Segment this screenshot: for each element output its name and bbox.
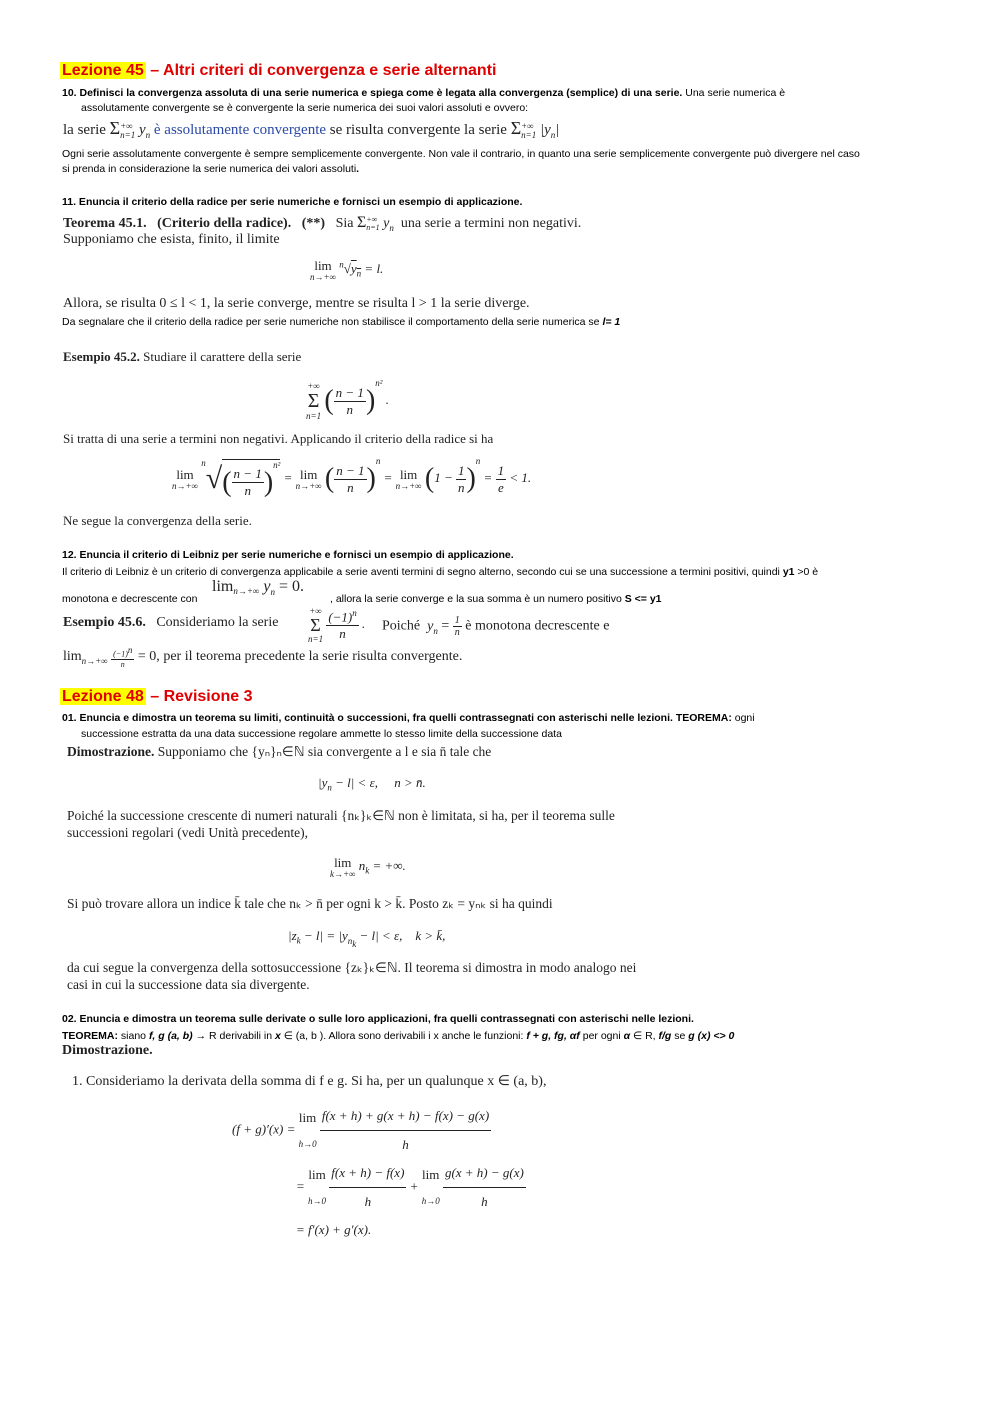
q11-example-limit: lim n→+∞ $^n$√( $\frac{n - 1}{n}$ )$^{n^2}$ = lim n→+∞ ( $\frac{n - 1}{n}$ )$^n$ = lim n→+∞ (1 − $\frac{1}{n}$ )$^n$ = $\frac{1}{e}$ < 1. [172,456,532,499]
q10-para-line1: Ogni serie assolutamente convergente è sempre semplicemente convergente. Non vale il contrario, in quanto una serie semplicemente convergente può divergere nel caso [62,148,860,160]
q01-proof-line5: da cui segue la convergenza della sottosuccessione {zₖ}ₖ∈ℕ. Il teorema si dimostra in modo analogo nei [67,960,637,975]
lesson-48-heading [60,688,253,706]
q12-example-cont: Poiché $y_n$ = $\frac{1}{n}$ è monotona decrescente e [382,615,610,638]
q11-theorem-line2: Supponiamo che esista, finito, il limite [63,232,280,247]
q12-line2: monotona e decrescente con [62,593,198,605]
q11-theorem-conclusion: Allora, se risulta 0 ≤ l < 1, la serie converge, mentre se risulta l > 1 la serie diverge. [63,296,530,311]
q02-question: 02. Enuncia e dimostra un teorema sulle derivate o sulle loro applicazioni, fra quelli contrassegnati con asterischi nelle lezioni. [62,1013,694,1025]
q12-example-line2: $\lim_{n\to+\infty}$ $\frac{(-1)^n}{n}$ = 0, per il teorema precedente la serie risulta convergente. [63,645,463,669]
q02-proof-item: 1. Consideriamo la derivata della somma di f e g. Si ha, per un qualunque x ∈ (a, b), [72,1074,547,1089]
lesson-number: Lezione 45 [62,62,144,79]
q01-proof-formula3: $|z_k - l| = |y_{n_k} - l| < \varepsilon$, k > k̄, [288,928,446,949]
q11-example-line2: Si tratta di una serie a termini non negativi. Applicando il criterio della radice si ha [63,431,494,446]
lesson-45-heading [60,62,496,80]
q11-example-series: +∞ Σ n=1 ( $\frac{n - 1}{n}$ )$^{n^2}$ . [306,378,389,422]
q02-proof-derivation: (f + g)′(x) = lim h→0 $\frac{f(x + h) + g(x + h) - f(x) - g(x)}{h}$ = lim h→0 $\frac{f(x + h) - f(x)}{h}$ + lim h→0 $\frac{g(x + h) - g(x)}{h}$ = f′(x) + g′(x). [232,1102,526,1244]
q01-proof-line3: successioni regolari (vedi Unità precedente), [67,825,309,840]
q11-question: 11. Enuncia il criterio della radice per serie numeriche e fornisci un esempio di applicazione. [62,196,523,208]
q01-proof-formula1: $|y_n - l| < \varepsilon$, n > n̄. [318,775,426,793]
lesson-number: Lezione 48 [62,688,144,705]
q11-limit-formula: lim n→+∞ $^n√y_n = l$. [310,258,384,282]
lesson-title: – Altri criteri di convergenza e serie alternanti [145,62,497,79]
q01-proof-line2: Poiché la successione crescente di numeri naturali {nₖ}ₖ∈ℕ non è limitata, si ha, per il teorema sulle [67,808,615,823]
q02-proof-label: Dimostrazione. [62,1043,153,1058]
q01-proof-line4: Si può trovare allora un indice k̄ tale che nₖ > n̄ per ogni k > k̄. Posto zₖ = yₙₖ si ha quindi [67,896,553,911]
q01-question: 01. Enuncia e dimostra un teorema su limiti, continuità o successioni, fra quelli contrassegnati con asterischi nelle lezioni. TEOREMA: ogni [62,712,755,724]
q01-proof-line1: Dimostrazione. Supponiamo che {yₙ}ₙ∈ℕ sia convergente a l e sia n̄ tale che [67,744,492,759]
q12-line1: Il criterio di Leibniz è un criterio di convergenza applicabile a serie aventi termini di segno alterno, secondo cui se una successione a termini positivi, quindi y1 >0 è [62,566,819,578]
q12-line2-rest: , allora la serie converge e la sua somma è un numero positivo S <= y1 [330,593,662,605]
q12-example-series: +∞ Σ n=1 $\frac{(-1)^n}{n}$ . [308,606,366,644]
q10-answer-line2: assolutamente convergente se è convergente la serie numerica dei suoi valori assoluti e ovvero: [81,102,529,114]
q12-question: 12. Enuncia il criterio di Leibniz per serie numeriche e fornisci un esempio di applicazione. [62,549,514,561]
q10-question: 10. Definisci la convergenza assoluta di una serie numerica e spiega come è legata alla convergenza (semplice) di una serie. Una serie numerica è [62,87,786,99]
q01-proof-line6: casi in cui la successione data sia divergente. [67,977,310,992]
lesson-title: – Revisione 3 [145,688,253,705]
q11-example-conclusion: Ne segue la convergenza della serie. [63,513,252,528]
q12-limit-inline: $\lim_{n\to+\infty} y_n = 0$. [212,578,304,598]
q02-theorem: TEOREMA: siano f, g (a, b) → R derivabili in x ∈ (a, b ). Allora sono derivabili i x anche le funzioni: f + g, fg, αf per ogni α ∈ R, f/g se g (x) <> 0 [62,1030,735,1042]
q11-theorem-line1: Teorema 45.1. (Criterio della radice). (**) Sia Σ+∞ n=1 $y_n$ una serie a termini non negativi. [63,214,582,233]
q11-example-line1: Esempio 45.2. Studiare il carattere della serie [63,349,302,364]
q01-proof-formula2: lim k→+∞ $n_k$ = +∞. [330,855,406,879]
q01-line2: successione estratta da una data successione regolare ammette lo stesso limite della successione data [81,728,562,740]
q12-example-line1: Esempio 45.6. Consideriamo la serie [63,615,279,630]
q10-para-line2: si prenda in considerazione la serie numerica dei valori assoluti. [62,163,360,175]
q10-formula: la serie Σ+∞ n=1 $y_n$ è assolutamente convergente se risulta convergente la serie Σ+∞ n=1 $|y_n|$ [63,118,560,140]
q11-note: Da segnalare che il criterio della radice per serie numeriche non stabilisce il comportamento della serie numerica se l= 1 [62,316,621,328]
